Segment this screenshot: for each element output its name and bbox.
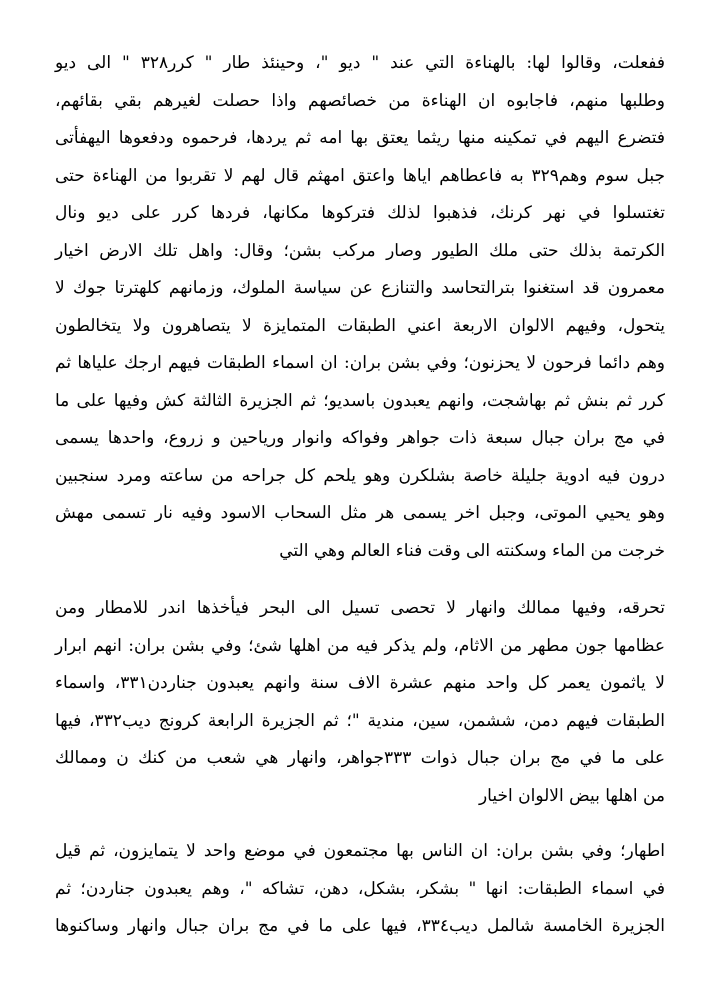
text-line: الكرتمة بذلك حتى ملك الطيور وصار مركب بشن؛ وقال: واهل تلك الارض اخيار: [55, 240, 665, 261]
paragraph-3: [55, 833, 665, 946]
text-line: عظامها جون مطهر من الاثام، ولم يذكر فيه من اهلها شئ؛ وفي بشن بران: انهم ابرار: [55, 635, 665, 656]
text-line: جبل سوم وهم٣٢٩ به فاعطاهم اياها واعتق امهثم قال لهم لا تقربوا من الهناءة حتى: [55, 165, 665, 186]
paragraph-gap: [55, 570, 665, 590]
paragraph-2: [55, 590, 665, 815]
text-line: فتضرع اليهم في تمكينه منها ريثما يعتق بها امه ثم يردها، فرحموه ودفعوها اليهفأتى: [55, 128, 665, 148]
text-line: وهو يحيي الموتى، وجبل اخر يسمى هر مثل السحاب الاسود وفيه نار تسمى مهش: [55, 503, 665, 523]
paragraph-gap: [55, 815, 665, 833]
text-line: يتحول، وفيهم الالوان الاربعة اعني الطبقات المتمايزة لا يتصاهرون ولا يتخالطون: [55, 315, 665, 336]
text-line: الجزيرة الخامسة شالمل ديب٣٣٤، فيها على ما في مج بران جبال وانهار وساكنوها: [55, 916, 665, 936]
text-line: تحرقه، وفيها ممالك وانهار لا تحصى تسيل الى البحر فيأخذها اندر للامطار ومن: [55, 598, 665, 618]
text-line: من اهلها بيض الالوان اخيار: [478, 785, 665, 806]
text-line: خرجت من الماء وسكنته الى وقت فناء العالم وهي التي: [279, 540, 665, 561]
paragraph-1: [55, 45, 665, 570]
text-line: معمرون قد استغنوا بترالتحاسد والتنازع عن سياسة الملوك، وزمانهم كلهترتا جوك لا: [55, 278, 665, 298]
text-line: اطهار؛ وفي بشن بران: ان الناس بها مجتمعون في موضع واحد لا يتمايزون، ثم قيل: [55, 841, 665, 861]
document-page: [55, 45, 665, 946]
text-line: في مج بران جبال سبعة ذات جواهر وفواكه وانوار ورياحين و زروع، واحدها يسمى: [55, 428, 665, 448]
text-line: في اسماء الطبقات: انها " بشكر، بشكل، دهن، تشاكه "، وهم يعبدون جناردن؛ ثم: [55, 878, 665, 899]
text-line: لا ياثمون يعمر كل واحد منهم عشرة الاف سنة وانهم يعبدون جناردن٣٣١، واسماء: [55, 673, 665, 693]
text-line: درون فيه ادوية جليلة خاصة بشلكرن وهو يلحم كل جراحه من ساعته ومرد سنجبين: [55, 465, 665, 486]
text-line: وهم دائما فرحون لا يحزنون؛ وفي بشن بران: ان اسماء الطبقات فيهم ارجك علياها ثم: [55, 353, 665, 373]
text-line: كرر ثم بنش ثم بهاشجت، وانهم يعبدون باسديو؛ ثم الجزيرة الثالثة كش وفيها على ما: [55, 390, 665, 411]
text-line: على ما في مج بران جبال ذوات ٣٣٣جواهر، وانهار هي شعب من كنك ن وممالك: [55, 748, 665, 768]
text-line: الطبقات فيهم دمن، ششمن، سين، مندية "؛ ثم الجزيرة الرابعة كرونج ديب٣٣٢، فيها: [55, 710, 665, 731]
text-line: وطلبها منهم، فاجابوه ان الهناءة من خصائصهم واذا حصلت لغيرهم بقي بقائهم،: [55, 90, 665, 111]
text-line: ففعلت، وقالوا لها: بالهناءة التي عند " ديو "، وحينئذ طار " كرر٣٢٨ " الى ديو: [55, 53, 665, 73]
text-line: تغتسلوا في نهر كرنك، فذهبوا لذلك فتركوها مكانها، فردها كرر على ديو ونال: [55, 203, 665, 223]
